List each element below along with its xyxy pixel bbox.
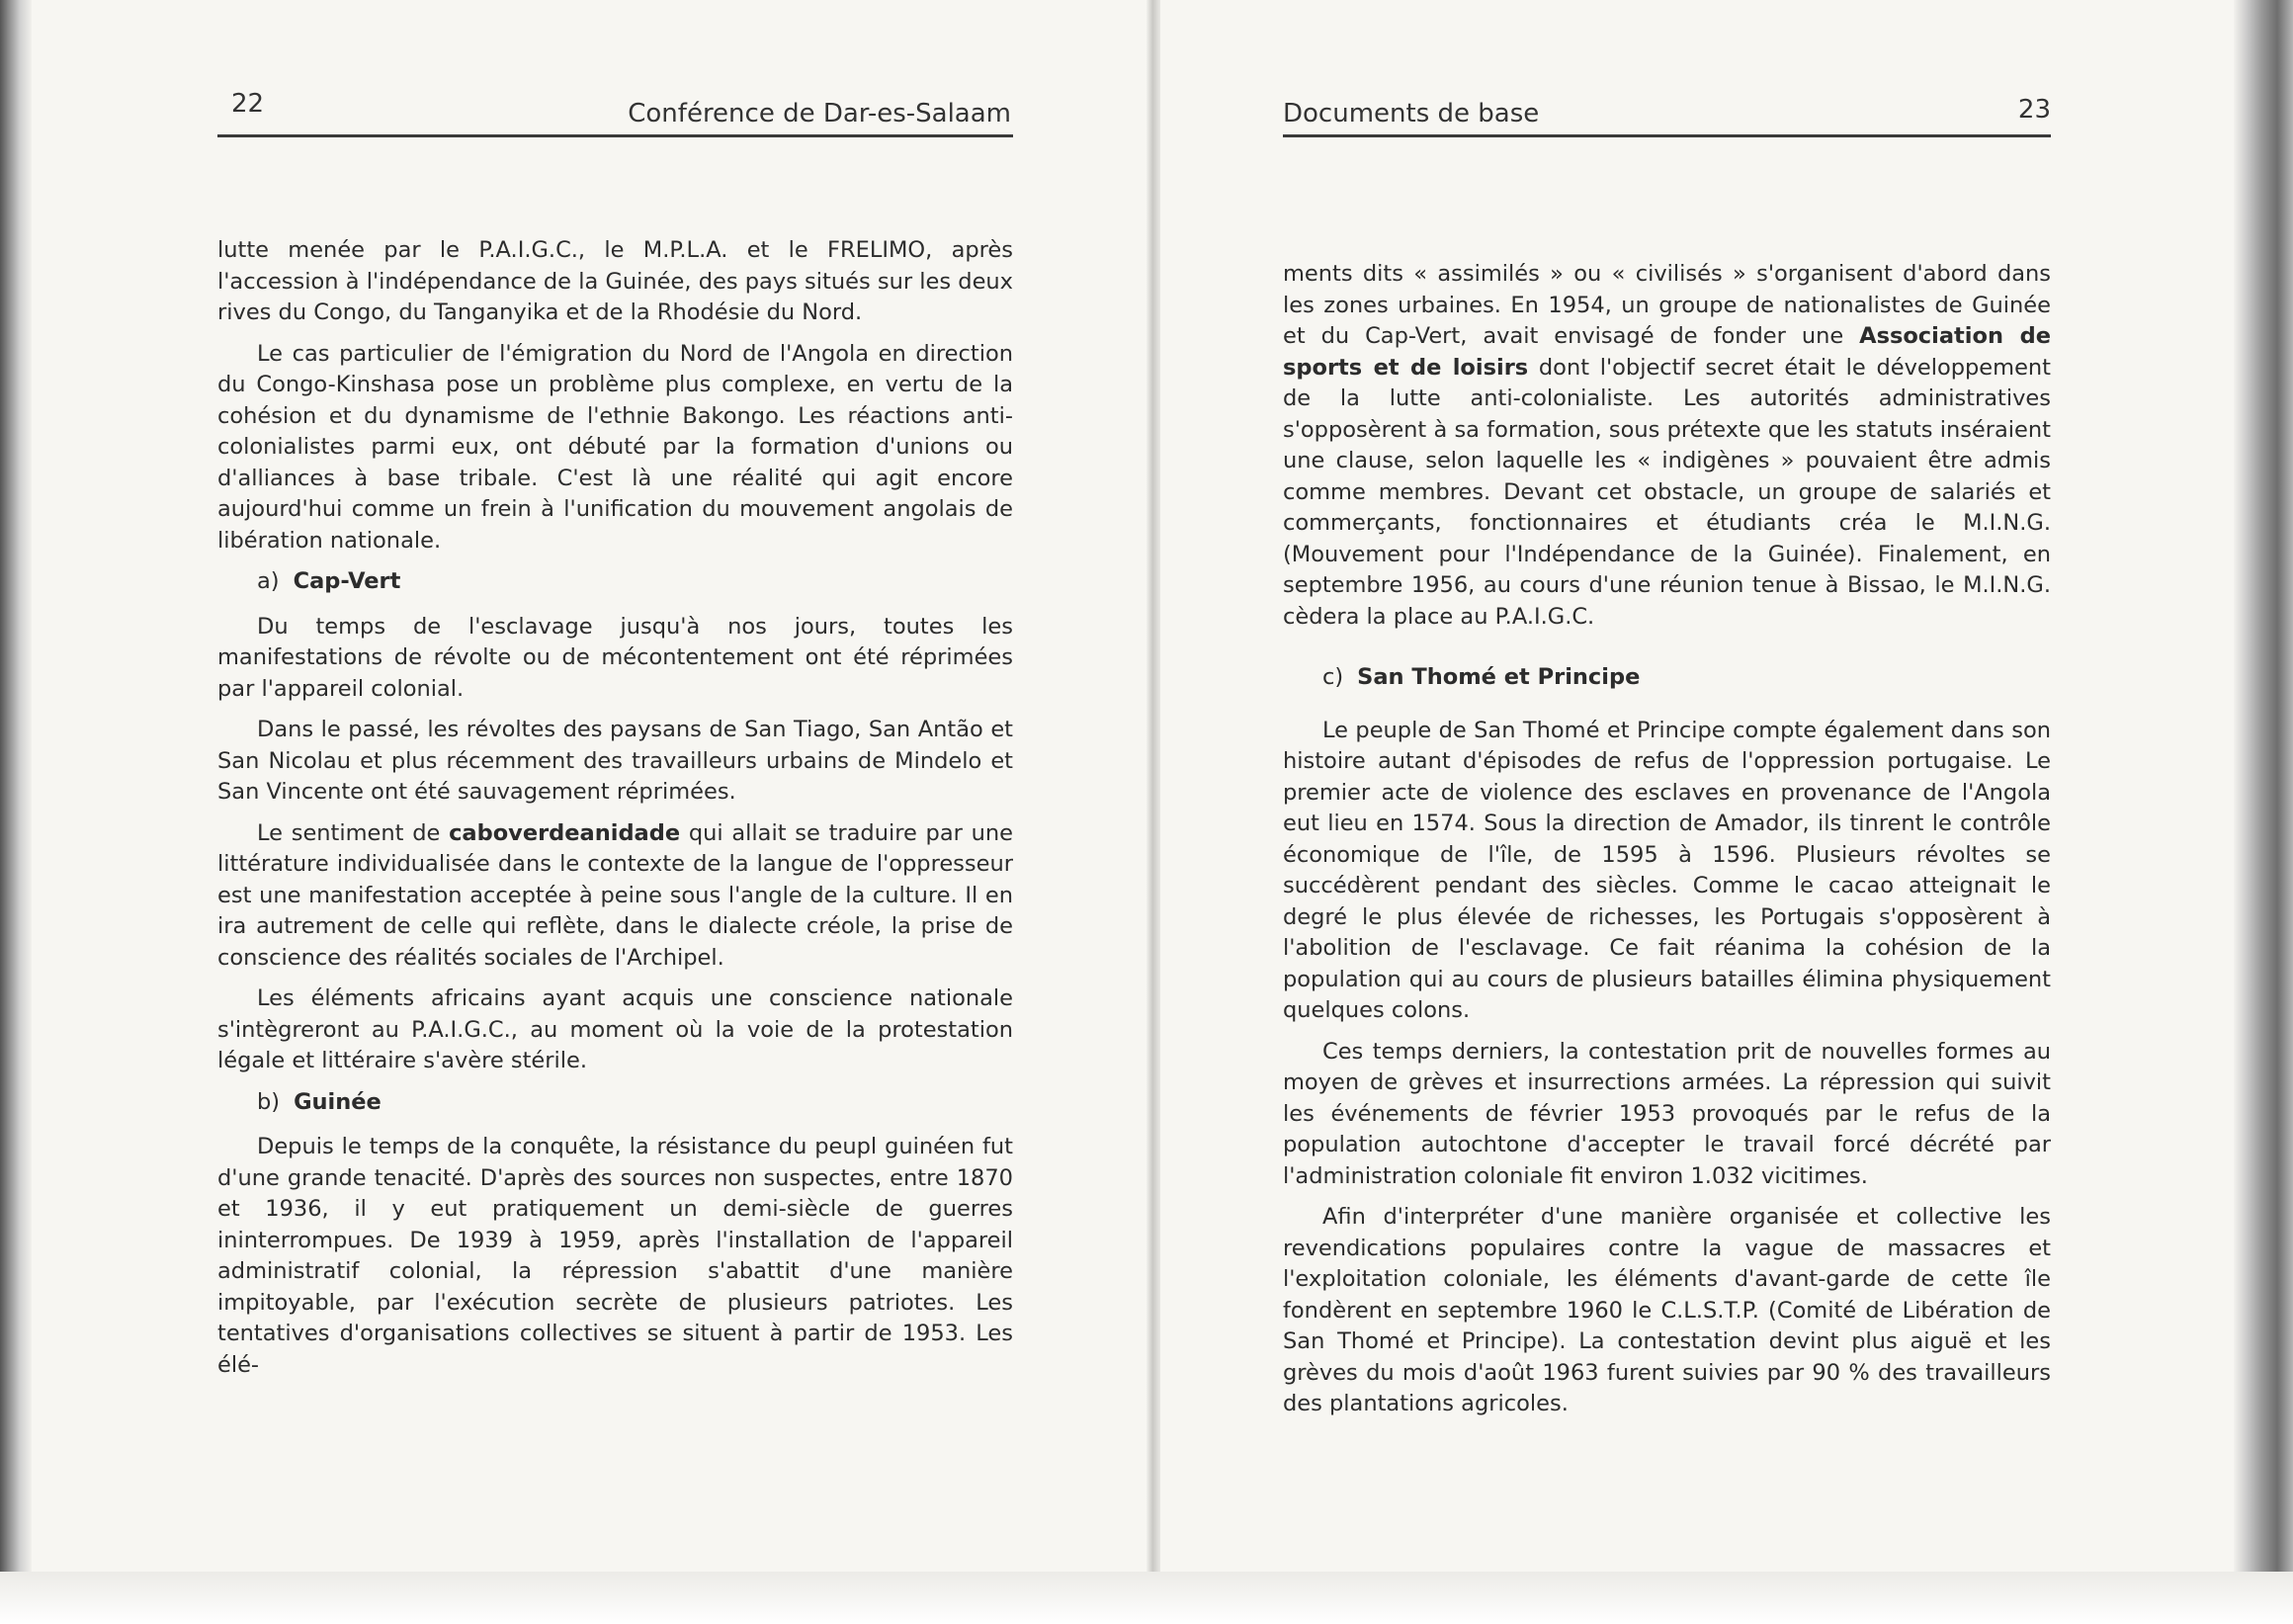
left-running-header xyxy=(217,87,1013,137)
page-number: 23 xyxy=(2017,95,2051,125)
bottom-margin xyxy=(0,1572,2293,1624)
right-page-body xyxy=(1283,259,2051,1430)
paragraph-text: ments dits « assimilés » ou « civilisés » s'organisent d'abord dans les zones urbaines. En 1954, un groupe de nationalistes de Guinée et du Cap-Vert, avait envisagé de fonder une xyxy=(1283,261,2051,349)
paragraph-text: Le sentiment de xyxy=(257,819,450,846)
left-book-edge xyxy=(0,0,32,1572)
running-head-title: Documents de base xyxy=(1283,99,1540,128)
paragraph: Du temps de l'esclavage jusqu'à nos jours, toutes les manifestations de révolte ou de mécontentement ont été réprimées par l'appareil colonial. xyxy=(217,613,1013,702)
paragraph: Ces temps derniers, la contestation prit de nouvelles formes au moyen de grèves et insurrections armées. La répression qui suivit les événements de février 1953 provoqués par le refus de la population autochtone d'accepter le travail forcé décrété par l'administration coloniale fit environ 1.032 vicitimes. xyxy=(1283,1038,2051,1189)
section-title: San Thomé et Principe xyxy=(1357,664,1641,690)
section-marker: c) xyxy=(1322,664,1344,690)
section-title: Guinée xyxy=(294,1088,382,1115)
running-head-title: Conférence de Dar-es-Salaam xyxy=(628,99,1011,128)
paragraph: Le cas particulier de l'émigration du Nord de l'Angola en direction du Congo-Kinshasa pose un problème plus complexe, en vertu de la cohésion et du dynamisme de l'ethnie Bakongo. Les réactions anti-colonialistes parmi eux, ont débuté par la formation d'unions ou d'alliances à base tribale. C'est là une réalité qui agit encore aujourd'hui comme un frein à l'unification du mouvement angolais de libération nationale. xyxy=(217,340,1013,554)
section-heading xyxy=(217,566,1013,598)
paragraph-text: dont l'objectif secret était le développement de la lutte anti-colonialiste. Les autorités administratives s'opposèrent à sa formation, sous prétexte que les statuts inséraient une clause, selon laquelle les « indigènes » pouvaient être admis comme membres. Devant cet obstacle, un groupe de salariés et commerçants, fonctionnaires et étudiants créa le M.I.N.G. (Mouvement pour l'Indépendance de la Guinée). Finalement, en septembre 1956, au cours d'une réunion tenue à Bissao, le M.I.N.G. cèdera la place au P.A.I.G.C. xyxy=(1283,354,2051,630)
right-book-edge xyxy=(2234,0,2293,1581)
section-marker: a) xyxy=(257,568,280,594)
emphasis: caboverdeanidade xyxy=(449,819,681,846)
paragraph: Dans le passé, les révoltes des paysans de San Tiago, San Antão et San Nicolau et plus récemment des travailleurs urbains de Mindelo et San Vincente ont été sauvagement réprimées. xyxy=(217,717,1013,805)
book-gutter xyxy=(1146,0,1160,1624)
section-heading xyxy=(1283,662,2051,694)
section-title: Cap-Vert xyxy=(293,568,401,594)
section-heading xyxy=(217,1087,1013,1119)
paragraph: Les éléments africains ayant acquis une conscience nationale s'intègreront au P.A.I.G.C., au moment où la voie de la protestation légale et littéraire s'avère stérile. xyxy=(217,985,1013,1073)
emphasis: Association de sports et de loisirs xyxy=(1283,323,2051,381)
section-marker: b) xyxy=(257,1088,281,1115)
paragraph: Le peuple de San Thomé et Principe compte également dans son histoire autant d'épisodes de refus de l'oppression portugaise. Le premier acte de violence des esclaves en provenance de l'Angola eut lieu en 1574. Sous la direction de Amador, ils tinrent le contrôle économique de l'île, de 1595 à 1596. Plusieurs révoltes se succédèrent pendant des siècles. Comme le cacao atteignait le degré le plus élevée de richesses, les Portugais s'opposèrent à l'abolition de l'esclavage. Ce fait réanima la cohésion de la population qui au cours de plusieurs batailles élimina physiquement quelques colons. xyxy=(1283,717,2051,1023)
paragraph: lutte menée par le P.A.I.G.C., le M.P.L.A. et le FRELIMO, après l'accession à l'indépendance de la Guinée, des pays situés sur les deux rives du Congo, du Tanganyika et de la Rhodésie du Nord. xyxy=(217,237,1013,325)
right-running-header xyxy=(1283,87,2051,137)
paragraph: Depuis le temps de la conquête, la résistance du peupl guinéen fut d'une grande tenacité. D'après des sources non suspectes, entre 1870 et 1936, il y eut pratiquement un demi-siècle de guerres ininterrompues. De 1939 à 1959, après l'installation de l'appareil administratif colonial, la répression s'abattit d'une manière impitoyable, par l'exécution secrète de plusieurs patriotes. Les tentatives d'organisations collectives se situent à partir de 1953. Les élé- xyxy=(217,1134,1013,1378)
page-number: 22 xyxy=(231,89,265,119)
paragraph-text: qui allait se traduire par une littérature individualisée dans le contexte de la langue de l'oppresseur est une manifestation acceptée à peine sous l'angle de la culture. Il en ira autrement de celle qui reflète, dans le dialecte créole, la prise de conscience des réalités sociales de l'Archipel. xyxy=(217,819,1013,971)
paragraph xyxy=(1283,259,2051,633)
paragraph xyxy=(217,818,1013,975)
paragraph: Afin d'interpréter d'une manière organisée et collective les revendications populaires contre la vague de massacres et l'exploitation coloniale, les éléments d'avant-garde de cette île fondèrent en septembre 1960 le C.L.S.T.P. (Comité de Libération de San Thomé et Principe). La contestation devint plus aiguë et les grèves du mois d'août 1963 furent suivies par 90 % des travailleurs des plantations agricoles. xyxy=(1283,1204,2051,1416)
left-page-body xyxy=(217,235,1013,1391)
